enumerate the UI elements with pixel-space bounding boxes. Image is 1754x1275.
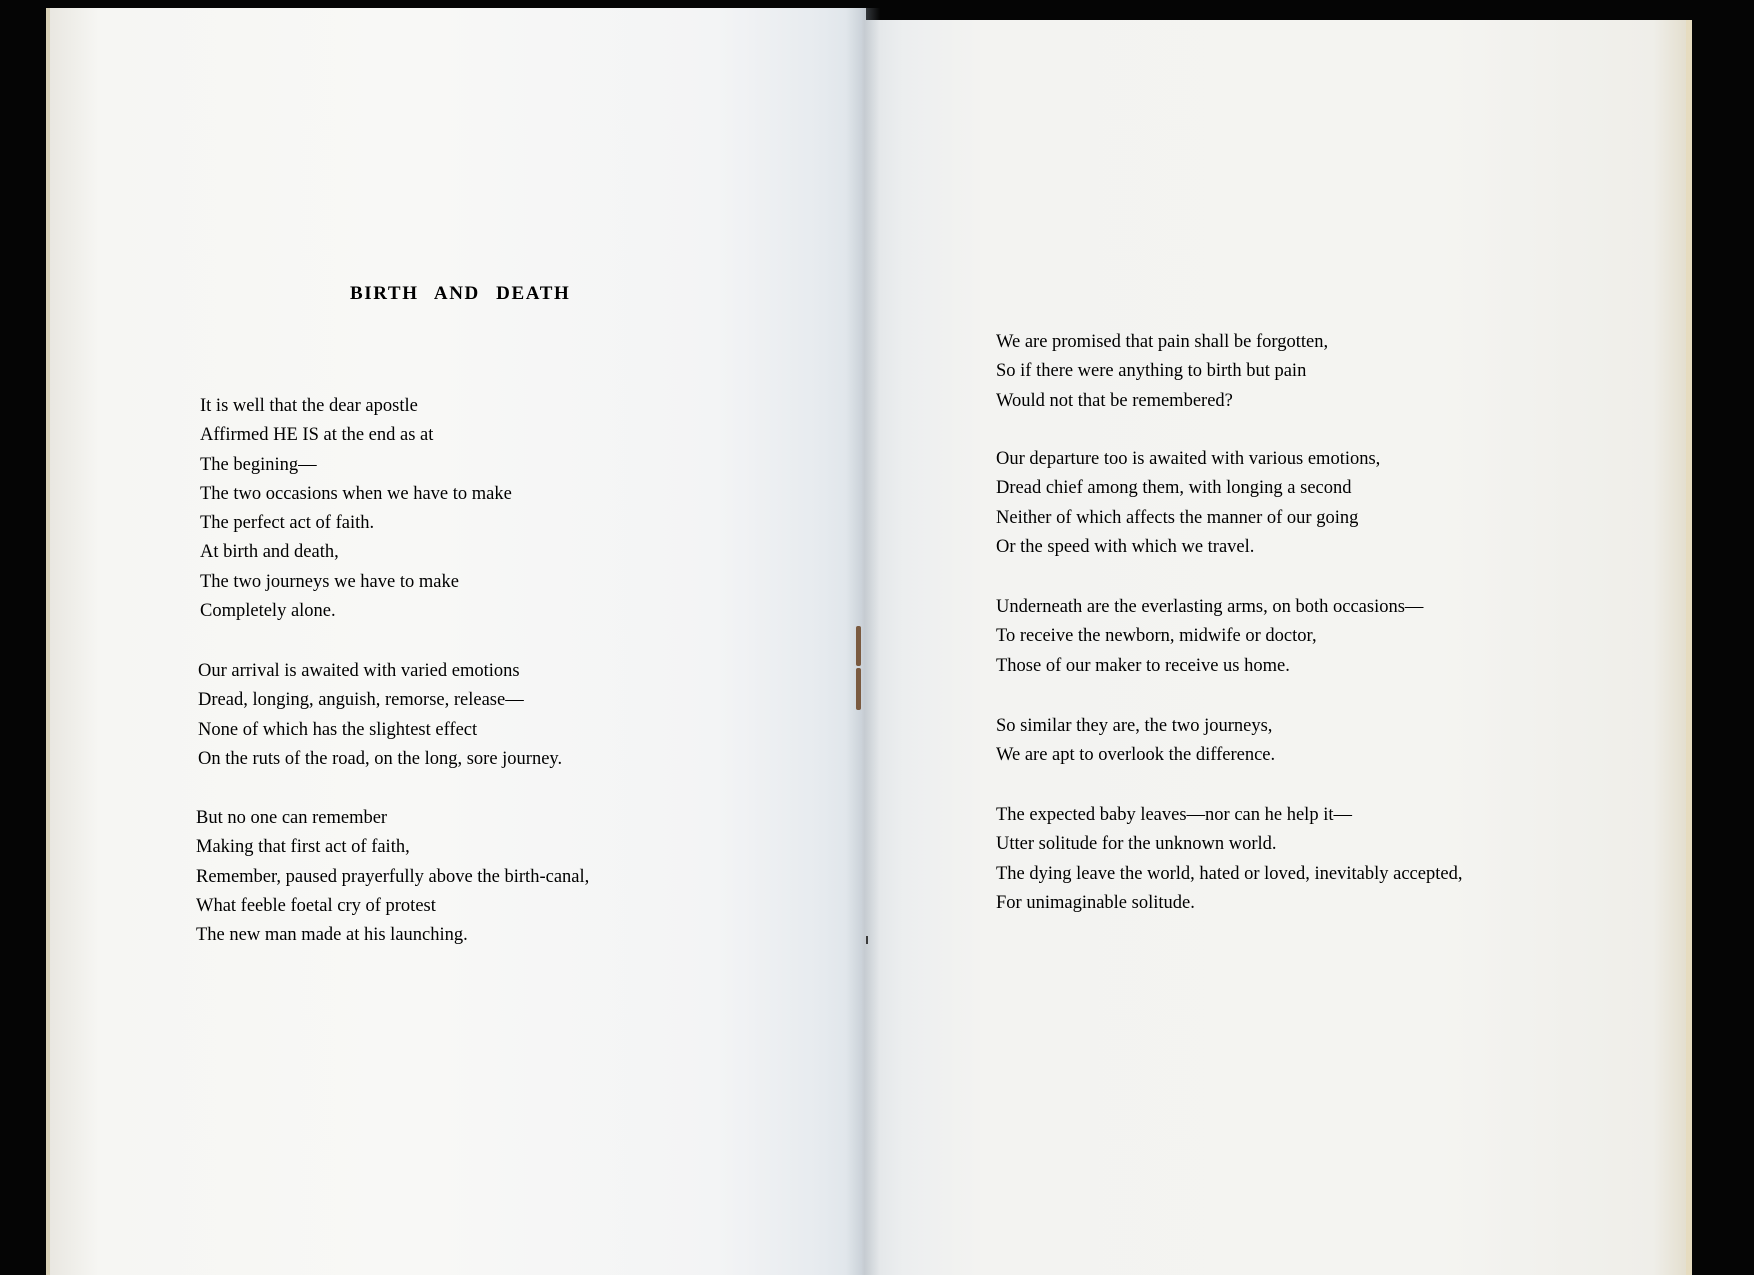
poem-line: On the ruts of the road, on the long, sore journey. [198, 748, 563, 769]
right-stanza-2 [996, 445, 1380, 562]
poem-line: The dying leave the world, hated or loved, inevitably accepted, [996, 863, 1463, 884]
left-stanza-2 [198, 657, 562, 774]
poem-line: For unimaginable solitude. [996, 892, 1195, 913]
poem-line: To receive the newborn, midwife or doctor, [996, 626, 1317, 647]
poem-line: But no one can remember [196, 808, 388, 828]
poem-line: Remember, paused prayerfully above the birth-canal, [196, 866, 590, 887]
poem-line: Or the speed with which we travel. [996, 536, 1255, 557]
poem-line: The expected baby leaves—nor can he help it— [996, 805, 1352, 825]
poem-line: Making that first act of faith, [196, 837, 410, 858]
poem-line: Those of our maker to receive us home. [996, 655, 1290, 676]
left-page [46, 8, 866, 1275]
poem-line: The two journeys we have to make [200, 571, 459, 592]
poem-line: So similar they are, the two journeys, [996, 716, 1273, 736]
right-stanza-5 [996, 801, 1462, 918]
poem-line: Our arrival is awaited with varied emotions [198, 661, 520, 681]
right-stanza-1 [996, 328, 1328, 416]
poem-line: The new man made at his launching. [196, 925, 468, 946]
poem-line: We are apt to overlook the difference. [996, 745, 1276, 766]
left-stanza-3 [196, 804, 589, 950]
right-stanza-4 [996, 712, 1275, 771]
poem-line: The begining— [200, 454, 317, 475]
poem-line: What feeble foetal cry of protest [196, 895, 436, 916]
left-stanza-1 [200, 392, 512, 626]
poem-line: Underneath are the everlasting arms, on both occasions— [996, 597, 1424, 617]
poem-title: BIRTH AND DEATH [350, 283, 571, 304]
poem-line: Dread, longing, anguish, remorse, release— [198, 690, 524, 711]
poem-line: Neither of which affects the manner of our going [996, 507, 1359, 528]
poem-line: Dread chief among them, with longing a second [996, 478, 1352, 499]
poem-line: Utter solitude for the unknown world. [996, 834, 1277, 855]
poem-line: We are promised that pain shall be forgotten, [996, 332, 1329, 352]
poem-line: The two occasions when we have to make [200, 483, 512, 504]
book-gutter [846, 8, 880, 1275]
poem-line: At birth and death, [200, 542, 339, 563]
poem-line: None of which has the slightest effect [198, 719, 478, 740]
poem-line: It is well that the dear apostle [200, 396, 418, 416]
right-stanza-3 [996, 593, 1423, 681]
binding-stitch [856, 668, 861, 710]
page-speck [866, 936, 868, 944]
poem-line: Affirmed HE IS at the end as at [200, 425, 434, 446]
binding-stitch [856, 626, 861, 666]
poem-line: Completely alone. [200, 601, 336, 622]
poem-line: So if there were anything to birth but pain [996, 361, 1307, 382]
poem-line: Our departure too is awaited with various emotions, [996, 449, 1381, 469]
poem-line: Would not that be remembered? [996, 390, 1233, 411]
poem-line: The perfect act of faith. [200, 513, 375, 534]
